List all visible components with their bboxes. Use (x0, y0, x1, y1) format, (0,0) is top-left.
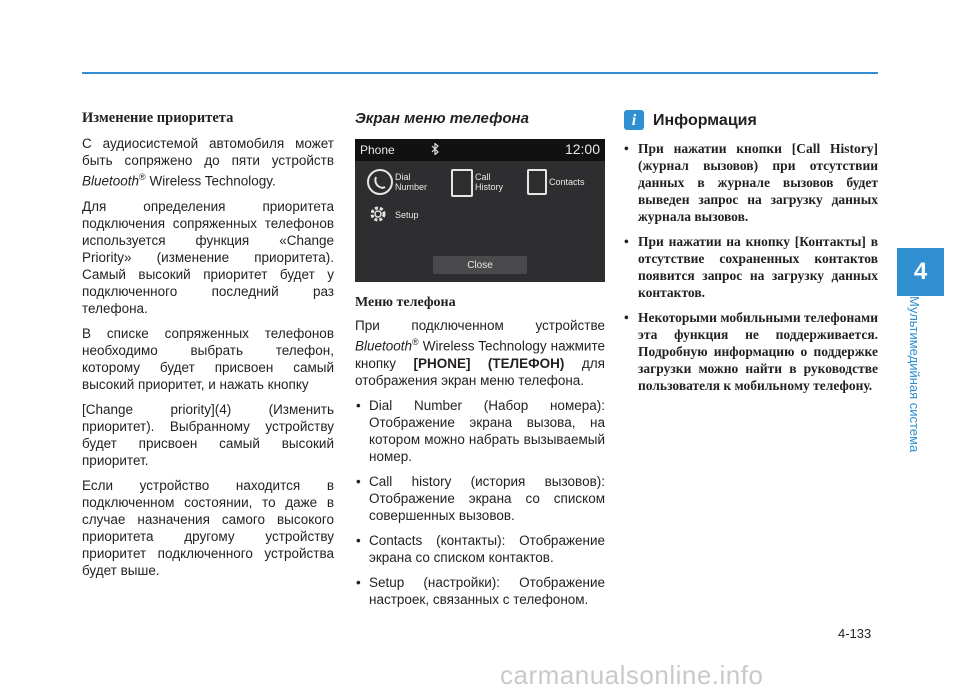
call-history-button[interactable]: Call History (475, 172, 504, 192)
phone-menu-intro: При подключенном устройстве Bluetooth® Wireless Technology нажмите кнопку [PHONE] (ТЕЛЕФОН) для отображения экран меню телефона. (355, 318, 605, 388)
list-item: • Call history (история вызовов): Отображение экрана со списком совершенных вызовов. (355, 473, 605, 524)
priority-paragraph-1: С аудиосистемой автомобиля может быть сопряжено до пяти устройств Bluetooth® Wireless Technology. (82, 136, 334, 189)
chapter-number: 4 (913, 258, 928, 285)
page-number: 4-133 (838, 626, 872, 641)
priority-heading: Изменение приоритета (82, 110, 234, 126)
chapter-title-vertical (894, 296, 924, 476)
list-item: • Dial Number (Набор номера): Отображение экрана вызова, на котором можно набрать вызываемый номер. (355, 397, 605, 465)
info-title: Информация (653, 111, 757, 129)
setup-button[interactable]: Setup (395, 210, 419, 220)
info-icon: i (624, 110, 644, 130)
screen-time: 12:00 (564, 141, 600, 157)
priority-paragraph-5: Если устройство находится в подключенном состоянии, то даже в случае назначения самого высокого приоритета другому устройству приоритет подключенного устройства будет выше. (82, 477, 334, 578)
right-column (624, 110, 878, 402)
list-item: • Некоторыми мобильными телефонами эта функция не поддерживается. Подробную информацию о поддержке загрузки можно найти в руководстве пользователя к мобильному телефону. (624, 309, 878, 394)
call-history-icon (451, 169, 473, 197)
list-item: • Setup (настройки): Отображение настроек, связанных с телефоном. (355, 574, 605, 608)
top-rule (82, 72, 878, 74)
priority-paragraph-3: В списке сопряженных телефонов необходимо выбрать телефон, которому будет присвоен самый высокий приоритет, и нажать кнопку (82, 325, 334, 392)
setup-gear-icon (367, 203, 389, 225)
list-item: • При нажатии кнопки [Call History] (журнал вызовов) при отсутствии данных в журнале вызовов будет выведен запрос на загрузку данных журнала вызовов. (624, 140, 878, 225)
phone-menu-subheading: Меню телефона (355, 295, 456, 310)
chapter-title: Мультимедийная система (907, 296, 922, 453)
phone-menu-screenshot (355, 139, 605, 282)
dial-icon (367, 169, 393, 195)
phone-menu-heading: Экран меню телефона (355, 110, 529, 127)
screen-status-bar (355, 139, 605, 161)
close-button[interactable]: Close (433, 256, 527, 274)
priority-paragraph-2: Для определения приоритета подключения сопряженных телефонов используется функция «Change Priority» (изменение приоритета). Самый высокий приоритет будет у подключенного последний раз телефона. (82, 198, 334, 316)
bluetooth-icon (431, 143, 439, 155)
list-item: • При нажатии на кнопку [Контакты] в отсутствие сохраненных контактов появится запрос на загрузку данных контактов. (624, 233, 878, 301)
middle-column (355, 110, 605, 616)
info-header (624, 110, 878, 130)
contacts-icon (527, 169, 547, 195)
dial-number-button[interactable]: Dial Number (395, 172, 428, 192)
phone-menu-list (355, 397, 605, 608)
left-column (82, 110, 334, 587)
screen-title: Phone (360, 143, 395, 157)
contacts-button[interactable]: Contacts (549, 177, 585, 187)
list-item: • Contacts (контакты): Отображение экрана со списком контактов. (355, 532, 605, 566)
priority-paragraph-4: [Change priority](4) (Изменить приоритет). Выбранному устройству будет присвоен самый высокий приоритет. (82, 401, 334, 468)
chapter-tab (897, 248, 944, 296)
watermark: carmanualsonline.info (500, 660, 764, 690)
info-list (624, 140, 878, 394)
